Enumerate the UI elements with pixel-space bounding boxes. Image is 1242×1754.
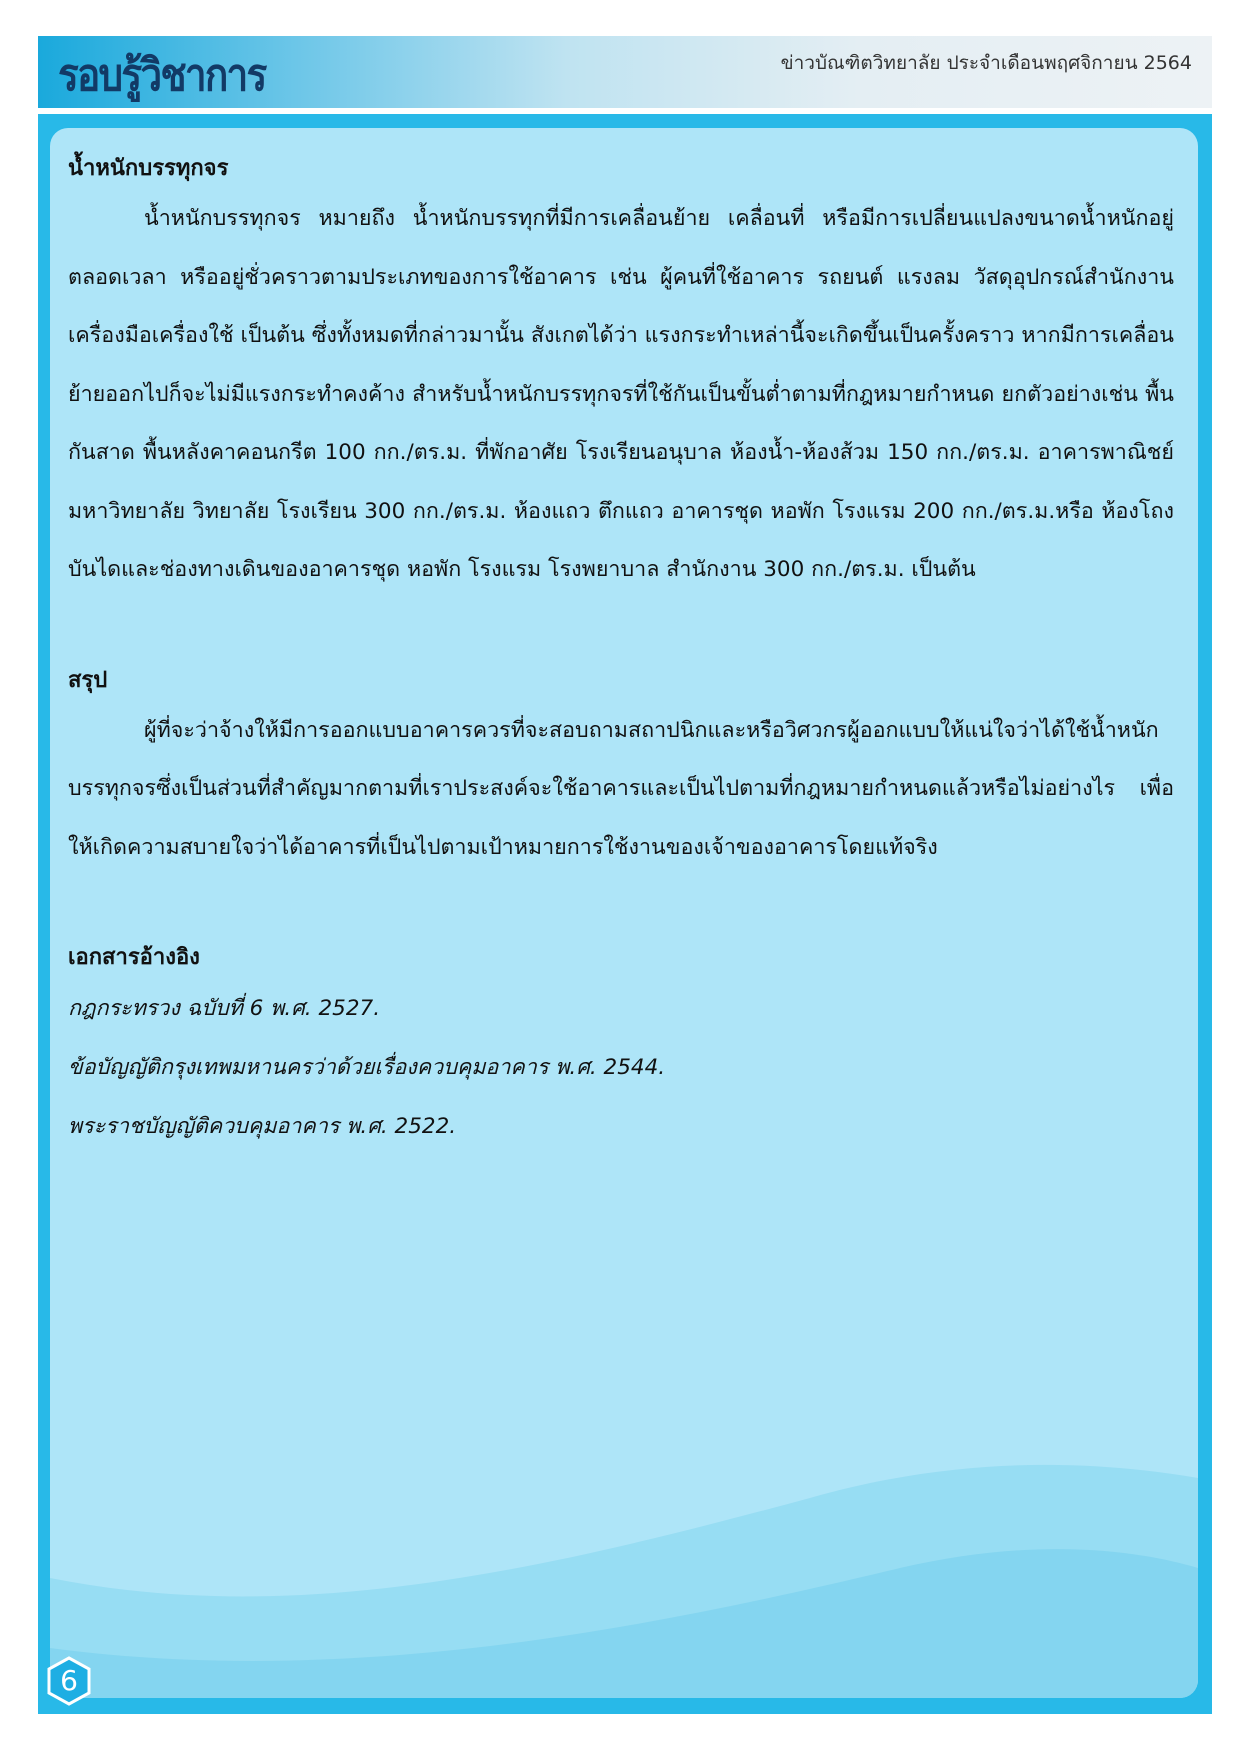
reference-item: กฎกระทรวง ฉบับที่ 6 พ.ศ. 2527. — [68, 996, 381, 1021]
issue-line: ข่าวบัณฑิตวิทยาลัย ประจำเดือนพฤศจิกายน 2564 — [780, 52, 1192, 74]
page-number-badge — [44, 1656, 94, 1706]
reference-item: ข้อบัญญัติกรุงเทพมหานครว่าด้วยเรื่องควบคุมอาคาร พ.ศ. 2544. — [68, 1055, 666, 1080]
section-heading-live-load: น้ำหนักบรรทุกจร — [68, 156, 229, 181]
live-load-paragraph: น้ำหนักบรรทุกจร หมายถึง น้ำหนักบรรทุกที่มีการเคลื่อนย้าย เคลื่อนที่ หรือมีการเปลี่ยนแปลงขนาดน้ำหนักอยู่ตลอดเวลา หรืออยู่ชั่วคราวตามประเภทของการใช้อาคาร เช่น ผู้คนที่ใช้อาคาร รถยนต์ แรงลม วัสดุอุปกรณ์สำนักงาน เครื่องมือเครื่องใช้ เป็นต้น ซึ่งทั้งหมดที่กล่าวมานั้น สังเกตได้ว่า แรงกระทำเหล่านี้จะเกิดขึ้นเป็นครั้งคราว หากมีการเคลื่อนย้ายออกไปก็จะไม่มีแรงกระทำคงค้าง สำหรับน้ำหนักบรรทุกจรที่ใช้กันเป็นขั้นต่ำตามที่กฎหมายกำหนด ยกตัวอย่างเช่น พื้นกันสาด พื้นหลังคาคอนกรีต 100 กก./ตร.ม. ที่พักอาศัย โรงเรียนอนุบาล ห้องน้ำ-ห้องส้วม 150 กก./ตร.ม. อาคารพาณิชย์ มหาวิทยาลัย วิทยาลัย โรงเรียน 300 กก./ตร.ม. ห้องแถว ตึกแถว อาคารชุด หอพัก โรงแรม 200 กก./ตร.ม.หรือ ห้องโถง บันไดและช่องทางเดินของอาคารชุด หอพัก โรงแรม โรงพยาบาล สำนักงาน 300 กก./ตร.ม. เป็นต้น — [68, 206, 1174, 582]
section-heading-summary: สรุป — [68, 667, 108, 693]
column-title: รอบรู้วิชาการ — [58, 50, 266, 101]
section-heading-references: เอกสารอ้างอิง — [68, 945, 200, 970]
reference-item: พระราชบัญญัติควบคุมอาคาร พ.ศ. 2522. — [68, 1114, 457, 1139]
page-number: 6 — [60, 1664, 78, 1697]
article-content — [68, 148, 1174, 1156]
summary-paragraph: ผู้ที่จะว่าจ้างให้มีการออกแบบอาคารควรที่จะสอบถามสถาปนิกและหรือวิศวกรผู้ออกแบบให้แน่ใจว่าได้ใช้น้ำหนักบรรทุกจรซึ่งเป็นส่วนที่สำคัญมากตามที่เราประสงค์จะใช้อาคารและเป็นไปตามที่กฎหมายกำหนดแล้วหรือไม่อย่างไร เพื่อให้เกิดความสบายใจว่าได้อาคารที่เป็นไปตามเป้าหมายการใช้งานของเจ้าของอาคารโดยแท้จริง — [68, 717, 1174, 860]
